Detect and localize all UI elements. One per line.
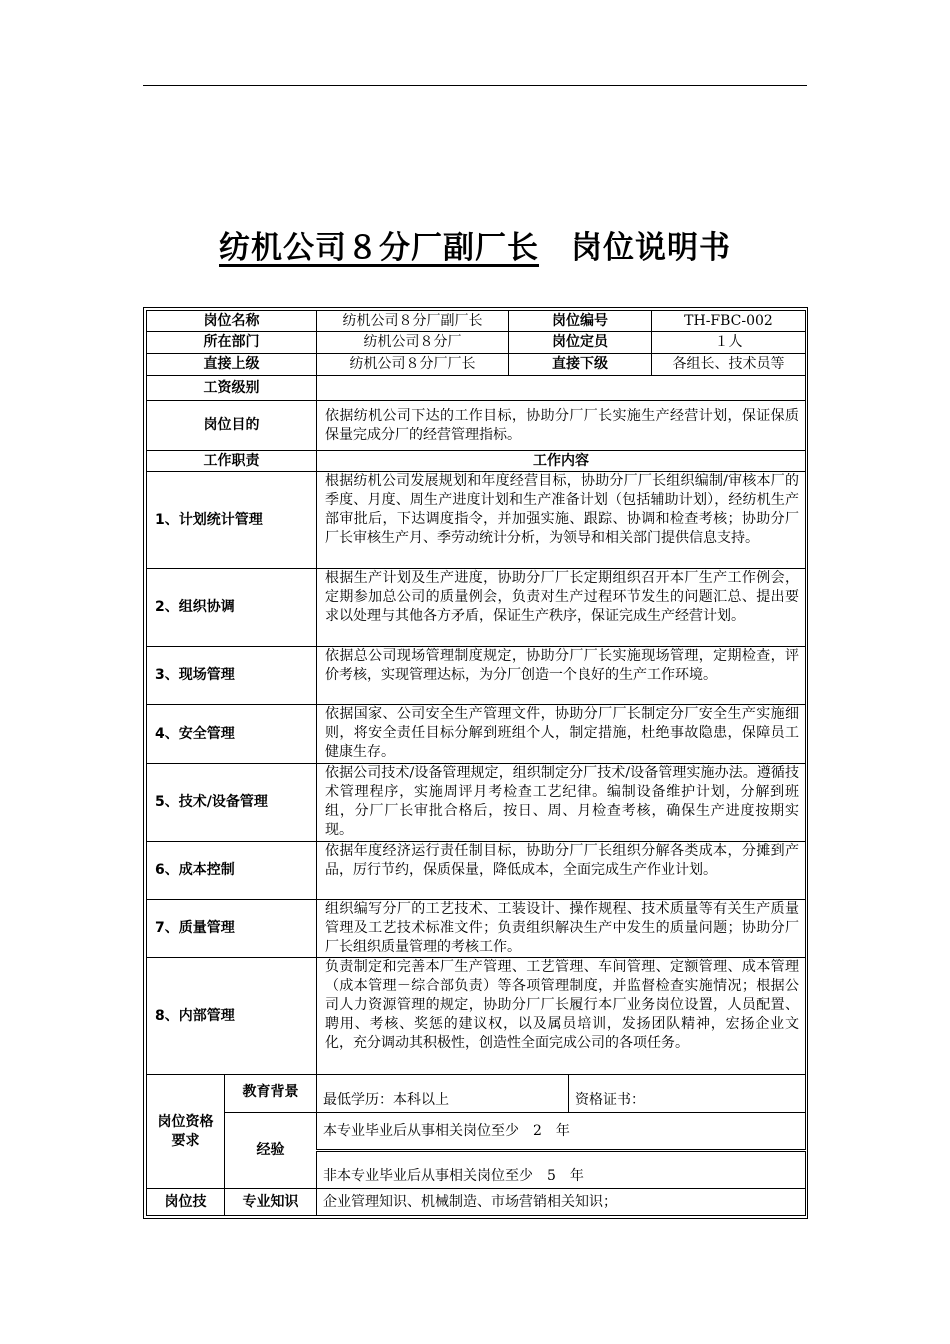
row-experience-1 — [147, 1113, 806, 1151]
duty-title: 8、内部管理 — [147, 958, 317, 1075]
position-name-value: 纺机公司８分厂副厂长 — [317, 311, 509, 332]
header-rule — [143, 85, 807, 86]
certificate-label: 资格证书： — [569, 1075, 806, 1113]
headcount-value: １人 — [652, 332, 806, 354]
duty-row — [147, 705, 806, 764]
superior-label: 直接上级 — [147, 354, 317, 376]
row-department — [147, 332, 806, 354]
qualification-label: 岗位资格要求 — [147, 1075, 225, 1189]
row-purpose — [147, 401, 806, 451]
knowledge-value: 企业管理知识、机械制造、市场营销相关知识； — [317, 1189, 806, 1216]
row-skills — [147, 1189, 806, 1216]
department-label: 所在部门 — [147, 332, 317, 354]
position-code-value: TH-FBC-002 — [652, 311, 806, 332]
purpose-label: 岗位目的 — [147, 401, 317, 451]
purpose-text: 依据纺机公司下达的工作目标，协助分厂厂长实施生产经营计划，保证保质保量完成分厂的经营管理指标。 — [317, 401, 806, 451]
duty-title: 6、成本控制 — [147, 842, 317, 900]
knowledge-label: 专业知识 — [225, 1189, 317, 1216]
duty-row — [147, 764, 806, 842]
duties-header-right: 工作内容 — [317, 451, 806, 472]
skills-label: 岗位技 — [147, 1189, 225, 1216]
row-education — [147, 1075, 806, 1113]
job-description-table — [146, 310, 806, 1216]
duty-row — [147, 842, 806, 900]
row-position-name — [147, 311, 806, 332]
duty-row — [147, 472, 806, 569]
row-superior — [147, 354, 806, 376]
education-value: 最低学历：本科以上 — [317, 1075, 569, 1113]
headcount-label: 岗位定员 — [509, 332, 652, 354]
duty-row — [147, 958, 806, 1075]
page-title — [0, 222, 950, 267]
duty-title: 5、技术/设备管理 — [147, 764, 317, 842]
superior-value: 纺机公司８分厂厂长 — [317, 354, 509, 376]
duty-content: 依据总公司现场管理制度规定，协助分厂厂长实施现场管理，定期检查，评价考核，实现管理达标，为分厂创造一个良好的生产工作环境。 — [317, 647, 806, 705]
position-code-label: 岗位编号 — [509, 311, 652, 332]
duty-content: 依据国家、公司安全生产管理文件，协助分厂厂长制定分厂安全生产实施细则，将安全责任目标分解到班组个人，制定措施，杜绝事故隐患，保障员工健康生存。 — [317, 705, 806, 764]
duty-row — [147, 569, 806, 647]
duty-title: 2、组织协调 — [147, 569, 317, 647]
subordinate-label: 直接下级 — [509, 354, 652, 376]
position-name-label: 岗位名称 — [147, 311, 317, 332]
row-duties-header — [147, 451, 806, 472]
row-salary — [147, 376, 806, 401]
experience-unrelated: 非本专业毕业后从事相关岗位至少 5 年 — [317, 1151, 806, 1189]
duty-content: 依据公司技术/设备管理规定，组织制定分厂技术/设备管理实施办法。遵循技术管理程序，实施周评月考检查工艺纪律。编制设备维护计划，分解到班组，分厂厂长审批合格后，按日、周、月检查考核，确保生产进度按期实现。 — [317, 764, 806, 842]
duty-title: 7、质量管理 — [147, 900, 317, 958]
duty-content: 负责制定和完善本厂生产管理、工艺管理、车间管理、定额管理、成本管理（成本管理－综合部负责）等各项管理制度，并监督检查实施情况；根据公司人力资源管理的规定，协助分厂厂长履行本厂业务岗位设置，人员配置、聘用、考核、奖惩的建议权，以及属员培训，发扬团队精神，宏扬企业文化，充分调动其积极性，创造性全面完成公司的各项任务。 — [317, 958, 806, 1075]
salary-label: 工资级别 — [147, 376, 317, 401]
duty-content: 根据生产计划及生产进度，协助分厂厂长定期组织召开本厂生产工作例会，定期参加总公司的质量例会，负责对生产过程环节发生的问题汇总、提出要求以处理与其他各方矛盾，保证生产秩序，保证完成生产经营计划。 — [317, 569, 806, 647]
duty-content: 组织编写分厂的工艺技术、工装设计、操作规程、技术质量等有关生产质量管理及工艺技术标准文件；负责组织解决生产中发生的质量问题；协助分厂厂长组织质量管理的考核工作。 — [317, 900, 806, 958]
title-main: 纺机公司８分厂副厂长 — [219, 230, 539, 266]
duty-content: 根据纺机公司发展规划和年度经营目标，协助分厂厂长组织编制/审核本厂的季度、月度、周生产进度计划和生产准备计划（包括辅助计划），经纺机生产部审批后，下达调度指令，并加强实施、跟踪、协调和检查考核；协助分厂厂长审核生产月、季劳动统计分析，为领导和相关部门提供信息支持。 — [317, 472, 806, 569]
duty-row — [147, 647, 806, 705]
salary-value — [317, 376, 806, 401]
title-suffix: 岗位说明书 — [571, 230, 731, 266]
duties-header-left: 工作职责 — [147, 451, 317, 472]
duty-title: 3、现场管理 — [147, 647, 317, 705]
department-value: 纺机公司８分厂 — [317, 332, 509, 354]
duty-content: 依据年度经济运行责任制目标，协助分厂厂长组织分解各类成本，分摊到产品，厉行节约，保质保量，降低成本，全面完成生产作业计划。 — [317, 842, 806, 900]
duty-row — [147, 900, 806, 958]
duty-title: 1、计划统计管理 — [147, 472, 317, 569]
experience-label: 经验 — [225, 1113, 317, 1189]
experience-related: 本专业毕业后从事相关岗位至少 2 年 — [317, 1113, 806, 1151]
duty-title: 4、安全管理 — [147, 705, 317, 764]
education-label: 教育背景 — [225, 1075, 317, 1113]
subordinate-value: 各组长、技术员等 — [652, 354, 806, 376]
